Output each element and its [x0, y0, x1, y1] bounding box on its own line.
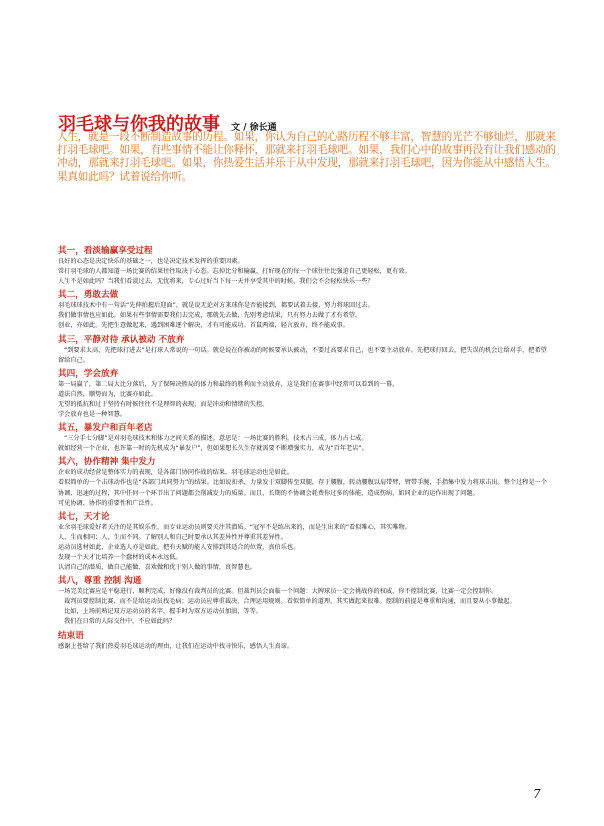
section-heading: 其六，协作精神 集中发力 — [58, 457, 156, 468]
section-paragraph: 发现一个天才比培养一个蠢材的成本永远低。 — [58, 553, 182, 561]
section-paragraph: 学会放弃也是一种智慧。 — [58, 411, 127, 419]
section-heading: 其二，勇敢去做 — [58, 290, 119, 301]
section-heading: 其三，平静对待 承认被动 不放弃 — [58, 334, 185, 345]
section-paragraph: 我们做事情也应如此。如果有些事情需要我们去完成，那就先去做，先别考虑结果，只有努力去做了才有希望。 — [58, 312, 362, 320]
section-paragraph: 第一局赢了，第二局大比分落后，为了保障决胜局的体力和最终的胜利而主动放弃，这是我们在赛事中经常可以看到的一幕。 — [58, 380, 399, 388]
article-intro: 人生，就是一段不断制造故事的历程。如果，你认为自己的心路历程不够丰富，智慧的光芒不够灿烂，那就来打羽毛球吧。如果，有些事情不能让你释怀，那就来打羽毛球吧。如果，我们心中的故事再没有让我们感动的冲动，那就来打羽毛球吧。如果，你热爱生活并乐于从中发现，那就来打羽毛球吧，因为你能从中感悟人生。果真如此吗？试着说给你听。 — [57, 131, 556, 183]
section-paragraph: 比如，上场前熟记双方运动员的名字，握手时为双方运动员加油，等等。 — [64, 608, 262, 616]
article-body — [58, 243, 552, 652]
section-paragraph: 业余羽毛球爱好者关注的是其娱乐性，而专业运动员则要关注其潜质。“冠军不是练出来的，而是生出来的”看似唯心，其实唯物。 — [58, 523, 411, 531]
section-paragraph: 人生不是如此吗？当我们看淡过去，无忧将来，专心过好当下每一天并享受其中的时候，我们会不会轻松快乐一些？ — [58, 278, 374, 286]
section-paragraph: 看似简单的一个击球动作也是“各部门共同努力”的结果。比如说扣杀，力量发于双脚传至双腿，存于腰腹，转动腰腹以肩带臂，臂带手腕，手指集中发力将球击出。整个过程是一个协调、迅速的过程，其中任何一个环节出了问题都会削减发力的质量。而且，长期的不协调会耗费你过多的体能，造成伤病，如同企业的运作出现了问题。 — [58, 479, 548, 497]
section-paragraph: 企业的成功经营是整体实力的表现，是各部门协同作战的结果，羽毛球运动也是如此。 — [58, 469, 294, 477]
section-paragraph: 人，生而相同；人，生而不同。了解别人和自己时要承认其差异性并尊重其差异性。 — [58, 533, 287, 541]
section-heading: 其一，看淡输赢享受过程 — [58, 246, 153, 256]
section-paragraph: 运动员选材如此，企业选人亦是如此。把有天赋的能人安排到其适合的位置，真伯乐也。 — [58, 543, 300, 551]
page-number: 7 — [533, 787, 541, 801]
article-title: 羽毛球与你我的故事 — [58, 114, 220, 135]
article-byline: 文 / 徐长通 — [231, 123, 277, 133]
section-heading: 其七，天才论 — [58, 511, 110, 522]
section-paragraph: 羽毛球球技术中有一句话“先伸拍握后迎面”。就是说无论对方来球你是否能接到，都要试着去接，努力将球回过去。 — [58, 302, 374, 310]
section-paragraph: 一场完美比赛应是平稳进行，顺利完成，好像没有裁判员的比赛。但裁判员会面临一个问题：大牌球员一定会挑战你的权威，你不控制比赛，比赛一定会控制你。 — [58, 588, 498, 596]
section-paragraph: “到要求太高，先把球打进去”是打球人常说的一句话。就是说在你被动的时候要承认被动，不要过高要求自己，也不要主动放弃。先把球打回去，把失误的机会让给对手，把希望留给自己。 — [58, 346, 547, 364]
section-paragraph: 就如经营一个企业，也许靠一时的先机成为“暴发户”，但如果想长久生存就需要不断增强实力，成为“百年老店”。 — [58, 445, 368, 453]
section-paragraph: 认清自己的潜质，做自己能做、喜欢做和优于别人做的事情，真智慧也。 — [58, 564, 256, 572]
section-heading: 结束语 — [58, 630, 84, 641]
section-paragraph: 道法自然，顺势而为，比赛亦如此。 — [58, 390, 157, 398]
section-paragraph: 创业，亦如此。先把生意做起来，遇到困难逐个解决，才有可能成功。首鼠两端，轻言放弃，终不能成事。 — [58, 322, 349, 330]
section-paragraph: 可见协调、协作的重要性和广泛性。 — [58, 499, 157, 507]
section-paragraph: “三分手七分脚”是对羽毛球技术和体力之间关系的描述。意思是：一场比赛的胜利，技术占三成，体力占七成。 — [64, 435, 368, 443]
section-paragraph: 无望的抵抗和过于坚持有时候往往不是理智的表现，而是冲动和情绪的失控。 — [58, 400, 269, 408]
section-heading: 其八，尊重 控制 沟通 — [58, 576, 142, 587]
section-paragraph: 良好的心态是决定快乐的基础之一，也是决定技术发挥的重要因素。 — [58, 258, 244, 265]
section-paragraph: 裁判员要控制比赛，而不是给运动员找毛病；运动员应尊重裁决，合理运用规则。看似简单的道理，其实做起来很难。控制的前提是尊重和沟通，而且要从小事做起。 — [64, 598, 516, 606]
section-paragraph: 常打羽毛球的人都知道一场比赛的结果往往取决于心态。忘掉比分和输赢，打好现在的每一个球往往比强迫自己更轻松，更有效。 — [58, 268, 411, 276]
section-paragraph: 感谢上苍给了我们热爱羽毛球运动的理由，让我们在运动中找寻快乐，感悟人生真谛。 — [58, 642, 294, 650]
section-heading: 其四，学会放弃 — [58, 368, 119, 379]
section-heading: 其五，暴发户和百年老店 — [58, 423, 153, 434]
section-paragraph: 我们在日常的人际交往中，不应如此吗？ — [64, 618, 176, 626]
